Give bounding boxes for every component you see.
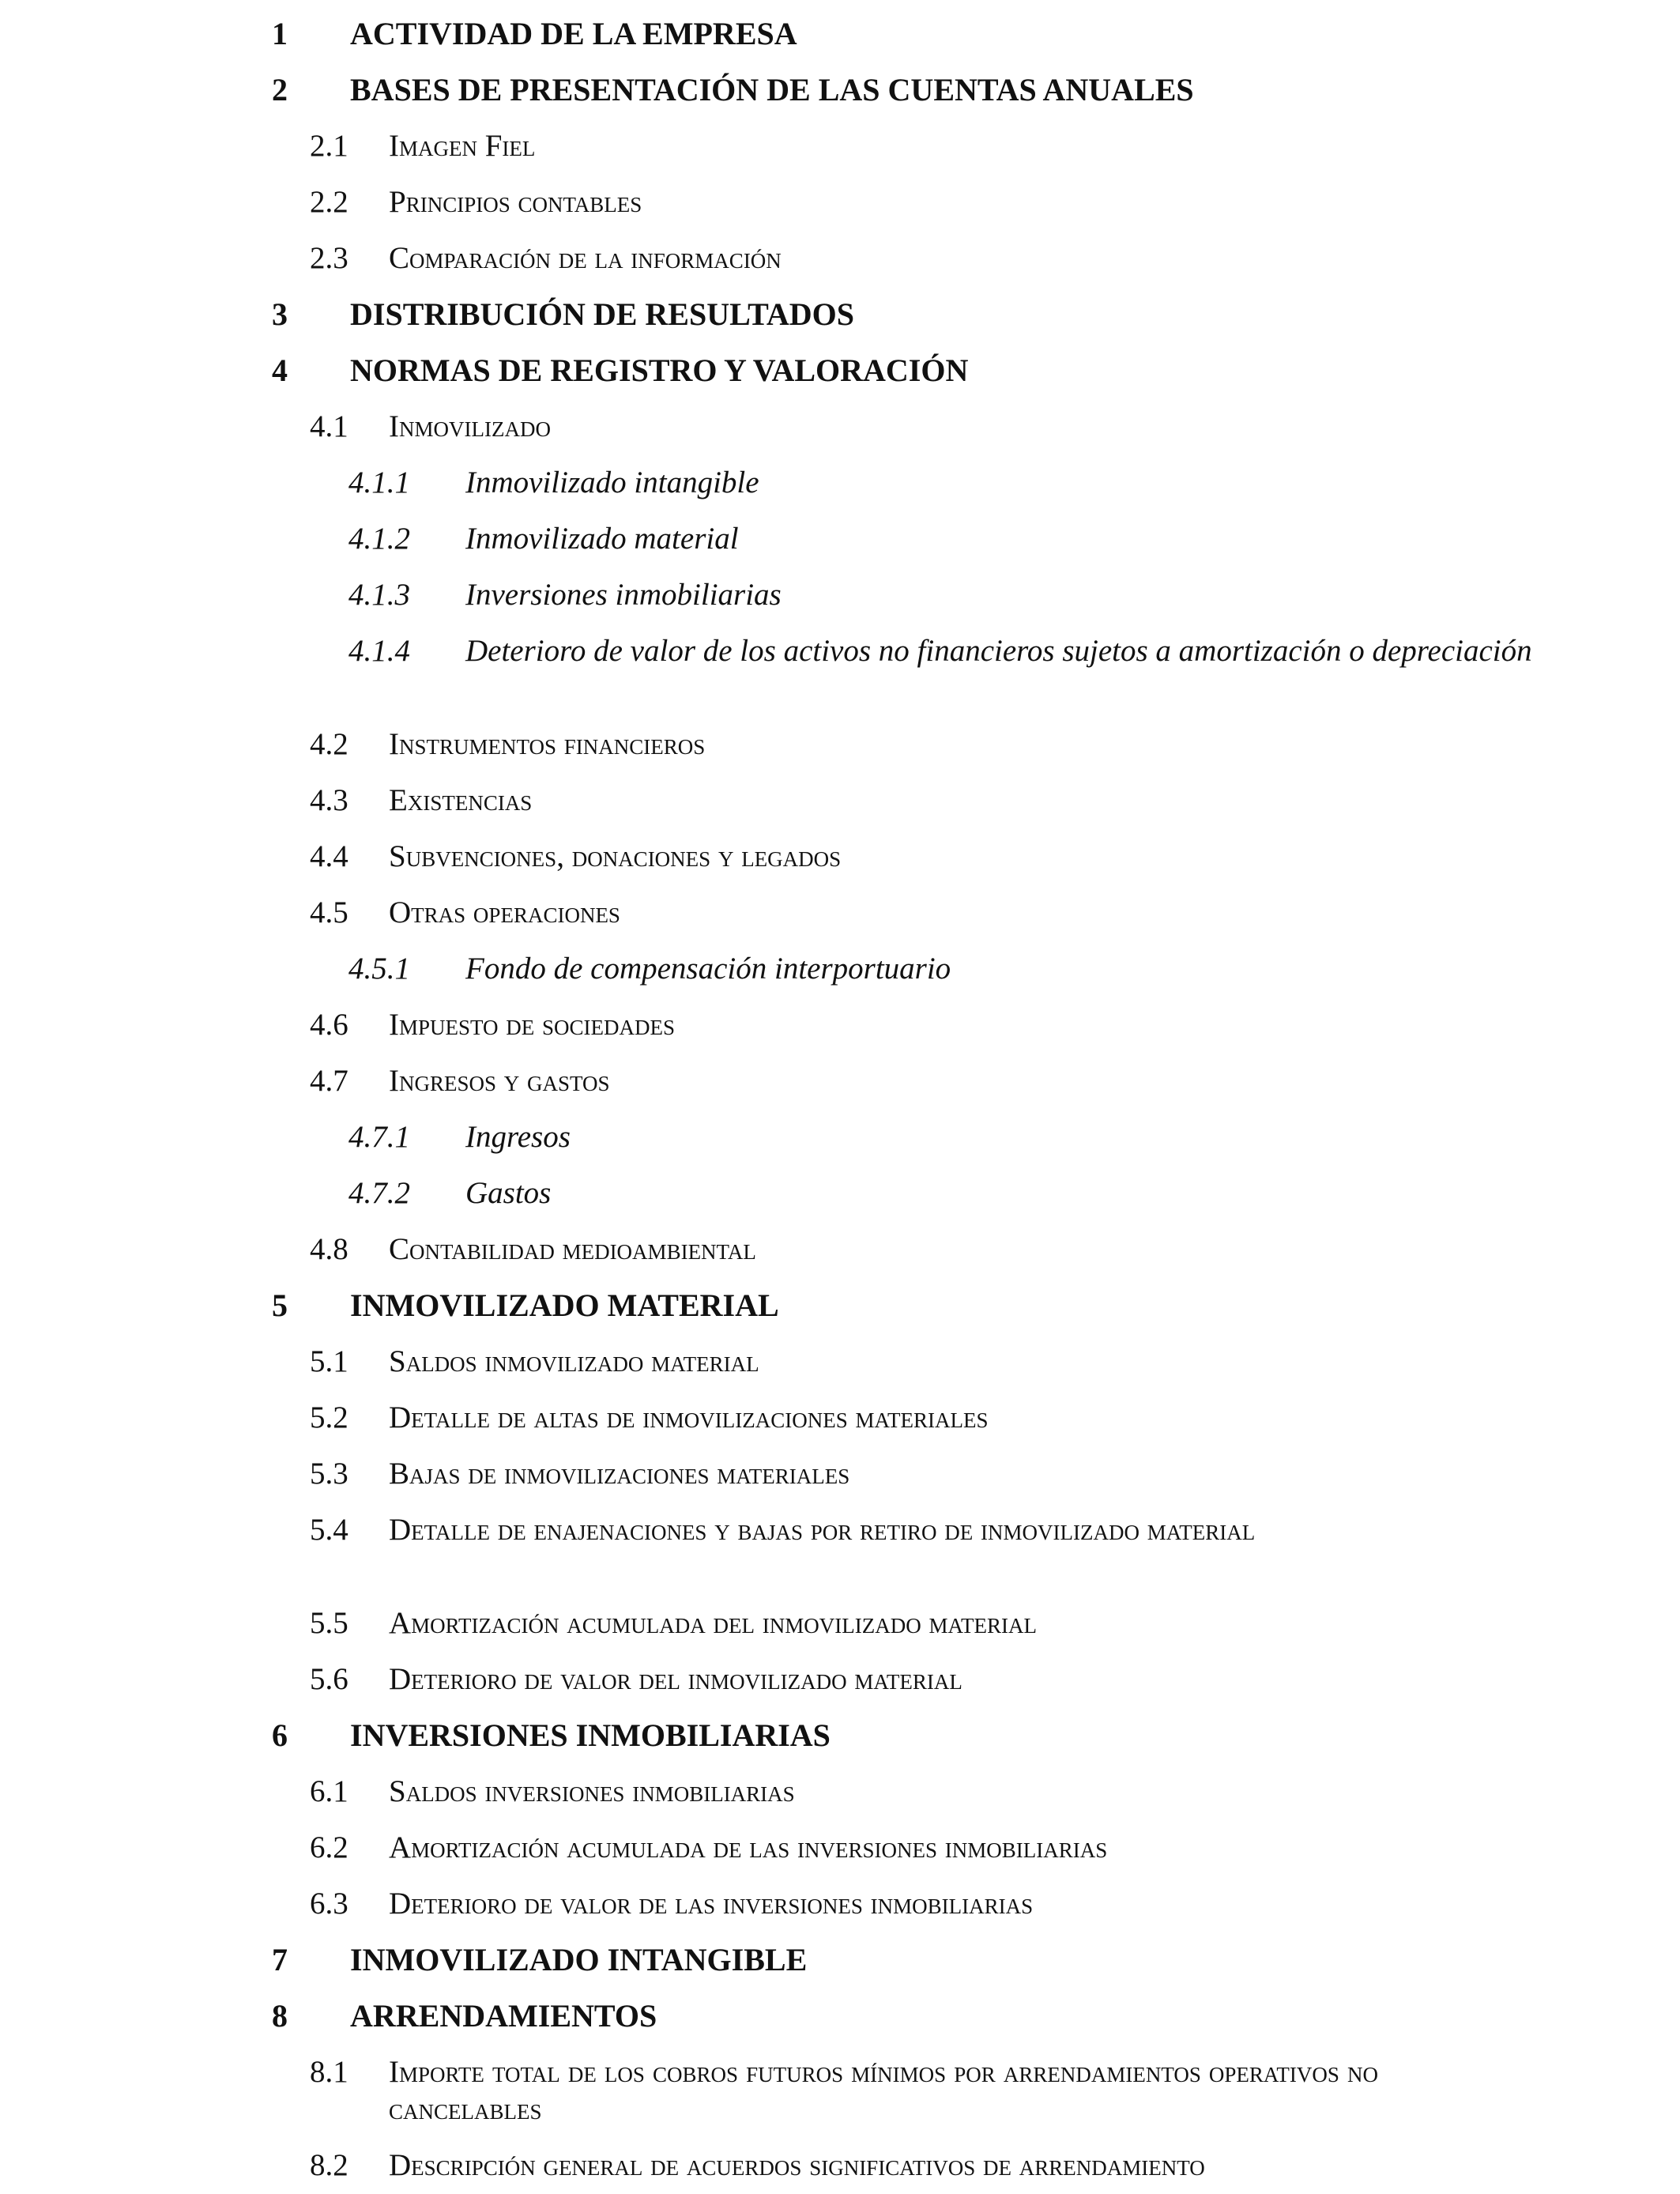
toc-number: 4.5 bbox=[310, 895, 348, 929]
toc-number: 2.2 bbox=[310, 185, 348, 219]
toc-title: INMOVILIZADO MATERIAL bbox=[350, 1287, 779, 1323]
toc-title: ARRENDAMIENTOS bbox=[350, 1998, 657, 2034]
toc-title: Bajas de inmovilizaciones materiales bbox=[389, 1457, 850, 1491]
toc-title: Comparación de la información bbox=[389, 241, 782, 275]
toc-number: 7 bbox=[272, 1942, 288, 1977]
toc-title: Descripción general de acuerdos significativos de arrendamiento bbox=[389, 2148, 1205, 2182]
toc-number: 4.1.4 bbox=[348, 634, 410, 668]
toc-number: 4.8 bbox=[310, 1232, 348, 1266]
toc-title: Importe total de los cobros futuros mínimos por arrendamientos operativos no cancelables bbox=[389, 2055, 1378, 2126]
toc-number: 5.3 bbox=[310, 1457, 348, 1491]
toc-title: Inmovilizado bbox=[389, 409, 551, 443]
toc-title: Instrumentos financieros bbox=[389, 727, 706, 761]
toc-title: Deterioro de valor de los activos no financieros sujetos a amortización o depreciación bbox=[465, 634, 1532, 668]
toc-title: Inmovilizado intangible bbox=[465, 466, 759, 499]
toc-number: 4.5.1 bbox=[348, 952, 410, 986]
toc-number: 2 bbox=[272, 72, 288, 107]
toc-number: 4 bbox=[272, 352, 288, 388]
toc-title: Imagen Fiel bbox=[389, 129, 536, 163]
toc-title: Contabilidad medioambiental bbox=[389, 1232, 756, 1266]
toc-title: ACTIVIDAD DE LA EMPRESA bbox=[350, 16, 797, 51]
toc-title: Detalle de enajenaciones y bajas por retiro de inmovilizado material bbox=[389, 1513, 1256, 1547]
toc-number: 5.1 bbox=[310, 1344, 348, 1378]
toc-title: Saldos inversiones inmobiliarias bbox=[389, 1774, 795, 1808]
toc-title: DISTRIBUCIÓN DE RESULTADOS bbox=[350, 296, 854, 332]
toc-number: 5.6 bbox=[310, 1662, 348, 1696]
toc-title: Deterioro de valor de las inversiones inmobiliarias bbox=[389, 1887, 1034, 1921]
toc-title: Ingresos bbox=[465, 1120, 571, 1154]
toc-number: 8.1 bbox=[310, 2055, 348, 2089]
toc-number: 4.1.3 bbox=[348, 578, 410, 612]
toc-number: 6.3 bbox=[310, 1887, 348, 1921]
toc-number: 2.1 bbox=[310, 129, 348, 163]
toc-number: 1 bbox=[272, 16, 288, 51]
toc-title: Inversiones inmobiliarias bbox=[465, 578, 782, 612]
toc-number: 4.2 bbox=[310, 727, 348, 761]
toc-title: Impuesto de sociedades bbox=[389, 1008, 676, 1042]
toc-number: 4.4 bbox=[310, 839, 348, 873]
toc-number: 3 bbox=[272, 296, 288, 332]
toc-title: Amortización acumulada del inmovilizado material bbox=[389, 1606, 1037, 1640]
toc-title: Amortización acumulada de las inversiones inmobiliarias bbox=[389, 1830, 1108, 1864]
toc-title: Fondo de compensación interportuario bbox=[465, 952, 951, 986]
toc-title: Inmovilizado material bbox=[465, 522, 739, 556]
toc-title: Otras operaciones bbox=[389, 895, 620, 929]
toc-title: Deterioro de valor del inmovilizado material bbox=[389, 1662, 962, 1696]
toc-title: INMOVILIZADO INTANGIBLE bbox=[350, 1942, 808, 1977]
toc-number: 8.2 bbox=[310, 2148, 348, 2182]
toc-number: 4.1 bbox=[310, 409, 348, 443]
toc-number: 4.6 bbox=[310, 1008, 348, 1042]
toc-number: 5 bbox=[272, 1287, 288, 1323]
toc-number: 4.3 bbox=[310, 783, 348, 817]
toc-number: 4.1.1 bbox=[348, 466, 410, 499]
toc-number: 4.7.1 bbox=[348, 1120, 410, 1154]
toc-number: 5.5 bbox=[310, 1606, 348, 1640]
toc-number: 4.1.2 bbox=[348, 522, 410, 556]
toc-title: Detalle de altas de inmovilizaciones materiales bbox=[389, 1400, 989, 1434]
toc-number: 6.1 bbox=[310, 1774, 348, 1808]
toc-number: 6.2 bbox=[310, 1830, 348, 1864]
toc-title: Existencias bbox=[389, 783, 533, 817]
toc-title: BASES DE PRESENTACIÓN DE LAS CUENTAS ANUALES bbox=[350, 72, 1194, 107]
toc-title: INVERSIONES INMOBILIARIAS bbox=[350, 1717, 831, 1753]
toc-title: Saldos inmovilizado material bbox=[389, 1344, 759, 1378]
toc-title: NORMAS DE REGISTRO Y VALORACIÓN bbox=[350, 352, 969, 388]
toc-number: 4.7 bbox=[310, 1064, 348, 1098]
toc-number: 2.3 bbox=[310, 241, 348, 275]
toc-title: Principios contables bbox=[389, 185, 642, 219]
toc-title: Subvenciones, donaciones y legados bbox=[389, 839, 842, 873]
toc-number: 4.7.2 bbox=[348, 1176, 410, 1210]
toc-number: 6 bbox=[272, 1717, 288, 1753]
toc-number: 5.2 bbox=[310, 1400, 348, 1434]
toc-title: Ingresos y gastos bbox=[389, 1064, 610, 1098]
toc-number: 8 bbox=[272, 1998, 288, 2034]
toc-number: 5.4 bbox=[310, 1513, 348, 1547]
toc-title: Gastos bbox=[465, 1176, 552, 1210]
